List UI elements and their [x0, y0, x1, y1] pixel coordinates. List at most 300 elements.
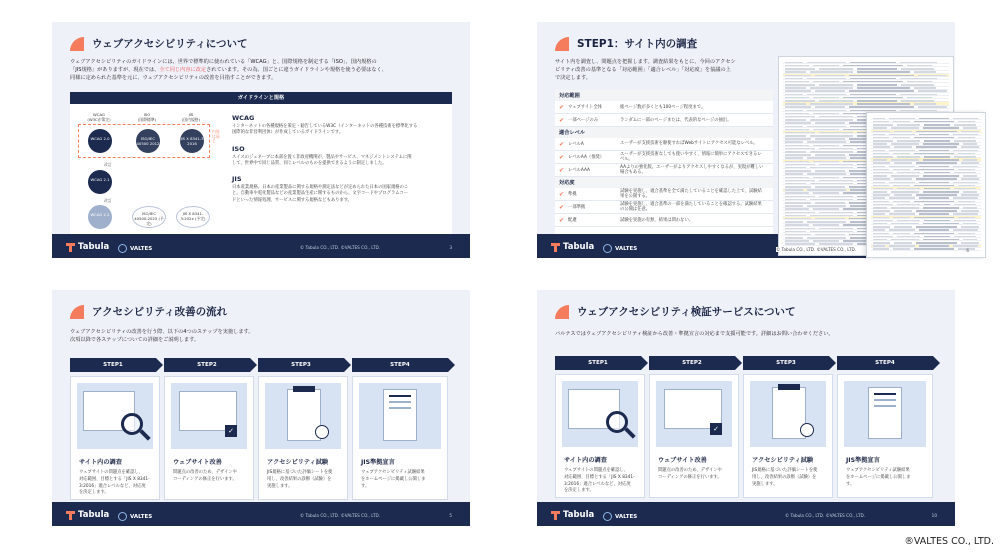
step-card [743, 374, 833, 498]
sheet-cell [810, 231, 853, 233]
group-header [555, 127, 773, 138]
title-text: ウェブアクセシビリティについて [92, 38, 248, 50]
desc-line: を決定します。 [564, 488, 594, 494]
sheet-cell [785, 97, 809, 99]
brand-name: Tabula [78, 242, 110, 252]
sheet-cell [953, 245, 977, 247]
sheet-cell [785, 170, 811, 172]
desc-line: 対応範囲、目標とする「JIS X 8341- [564, 474, 635, 480]
slide-improvement-flow [52, 290, 470, 526]
step-card [649, 374, 739, 498]
sheet-cell [807, 157, 846, 159]
sheet-cell [785, 110, 803, 112]
col-wcag: WCAG [93, 112, 105, 117]
sheet-cell [815, 170, 845, 172]
sheet-cell [963, 127, 978, 129]
desc-line: 実施します。 [752, 481, 778, 487]
sheet-cell [901, 100, 934, 102]
step3-header: STEP3 [743, 356, 829, 370]
sheet-cell [873, 201, 889, 203]
card-desc [173, 470, 237, 484]
intro-line: 次項以降で各ステップについての詳細をご説明します。 [70, 337, 200, 344]
desc-line: 問題点の改善のため、デザインや [173, 470, 237, 475]
sheet-cell [873, 191, 887, 193]
step4-header: STEP4 [837, 356, 933, 370]
quarter-circle-icon [70, 305, 84, 319]
row-desc: ユーザーが支援技術なしでも使いやすく、情報に簡単にアクセスできるレベル。 [620, 151, 762, 162]
page-number: 10 [931, 513, 937, 518]
sheet-cell [953, 213, 977, 215]
sheet-cell [873, 233, 889, 235]
sheet-cell [819, 180, 854, 182]
sheet-cell [873, 217, 889, 219]
sheet-cell [807, 205, 846, 207]
sheet-cell [914, 71, 936, 73]
sheet-cell [810, 199, 853, 201]
sheet-cell [813, 129, 839, 131]
sheet-cell [954, 172, 976, 174]
sheet-cell [914, 153, 954, 155]
sheet-cell [785, 196, 815, 198]
desc-line: をホームページに掲載し公開しま [846, 474, 911, 480]
sheet-cell [785, 157, 803, 159]
slide-title [70, 304, 227, 319]
desc-line: 国際的な非営利団体）が作成しているガイドラインです。 [232, 130, 344, 136]
group-header [555, 177, 773, 188]
sheet-cell [807, 78, 846, 80]
quarter-circle-icon [555, 37, 569, 51]
desc-line: 問題点の改善のため、デザインや [658, 468, 722, 473]
slide-footer [52, 502, 470, 526]
desc-line: インターネットの各種規格を策定・勧告しているW3C（インターネットの各種技術を標準化する [232, 124, 418, 129]
sheet-cell [914, 248, 954, 250]
node-label: ISO/IEC 40500 2012 [136, 136, 160, 146]
sheet-cell [785, 224, 809, 226]
sheet-cell [897, 188, 920, 190]
row-label: 準拠 [568, 192, 577, 197]
sheet-cell [873, 239, 887, 241]
sheet-cell [873, 153, 889, 155]
box-title: ガイドラインと規格 [70, 92, 452, 104]
sheet-cell [894, 210, 913, 212]
sheet-cell [873, 236, 893, 238]
sheet-cell [953, 134, 977, 136]
sheet-cell [819, 84, 854, 86]
sheet-cell [810, 135, 853, 137]
sheet-cell [785, 87, 806, 89]
sheet-cell [923, 143, 958, 145]
row-label: レベルAA（推奨） [568, 155, 605, 160]
sheet-cell [785, 68, 815, 70]
sheet-cell [873, 156, 893, 158]
sheet-cell [914, 121, 954, 123]
tabula-logo [551, 510, 594, 520]
sheet-cell [891, 191, 920, 193]
col-wcag-sub: (W3Cが策定) [87, 117, 111, 122]
sheet-cell [916, 178, 957, 180]
brand-name: VALTES [615, 513, 638, 520]
sheet-cell [810, 183, 853, 185]
step2-header: STEP2 [649, 356, 735, 370]
sheet-cell [813, 192, 839, 194]
sheet-cell [785, 103, 806, 105]
sheet-cell [889, 150, 915, 152]
sheet-cell [963, 239, 978, 241]
wcag22-node [88, 205, 112, 229]
sheet-cell [924, 124, 950, 126]
sheet-cell [900, 62, 937, 64]
card-title: ウェブサイト改善 [658, 457, 707, 464]
sheet-cell [785, 240, 809, 242]
sheet-cell [891, 239, 920, 241]
valtes-logo [603, 244, 637, 253]
sheet-cell [815, 106, 845, 108]
tabula-mark-icon [551, 243, 560, 252]
sheet-cell [918, 90, 947, 92]
step-card [70, 376, 160, 500]
sheet-cell [813, 113, 839, 115]
slide-footer [537, 502, 955, 526]
sheet-cell [893, 121, 910, 123]
sheet-cell [924, 172, 950, 174]
sheet-cell [916, 146, 957, 148]
sheet-cell [785, 135, 806, 137]
iso-heading: ISO [232, 144, 245, 153]
sheet-cell [893, 248, 910, 250]
sheet-cell [923, 175, 958, 177]
step-card [837, 374, 933, 498]
sheet-cell [894, 226, 913, 228]
sheet-cell [953, 197, 977, 199]
sheet-cell [873, 169, 889, 171]
sheet-cell [891, 159, 920, 161]
sheet-cell [813, 161, 839, 163]
sheet-cell [873, 140, 893, 142]
side-label: 内容は同じ [212, 129, 220, 144]
sheet-cell [893, 217, 910, 219]
sheet-cell [924, 204, 950, 206]
node-label: WCAG 2.1 [90, 177, 110, 182]
sheet-cell [961, 194, 979, 196]
tabula-logo [551, 242, 594, 252]
sheet-cell [873, 229, 885, 231]
sheet-cell [916, 194, 957, 196]
sheet-cell [785, 71, 806, 73]
sheet-cell [889, 213, 915, 215]
criteria-table [555, 90, 773, 236]
check-icon: ✔ [559, 116, 565, 124]
sheet-cell [924, 236, 950, 238]
sheet-cell [963, 207, 978, 209]
sheet-cell [891, 223, 920, 225]
sheet-cell [873, 194, 890, 196]
sheet-cell [923, 207, 958, 209]
desc-line: ウェブアクセシビリティ試験結果 [846, 468, 910, 473]
wcag21-node [88, 170, 112, 194]
desc-line: 対応範囲、目標とする「JIS X 8341- [79, 476, 150, 482]
slide-footer [52, 234, 470, 258]
sheet-cell [963, 223, 978, 225]
sheet-cell [953, 229, 977, 231]
slide-title [555, 304, 796, 319]
sheet-cell [813, 65, 839, 67]
card-title: JIS準拠宣言 [846, 457, 880, 464]
desc-line: と。自動車や電化製品などの産業製品生産に関するものから、文字コードやプログラムコー [232, 191, 409, 197]
sheet-cell [785, 215, 806, 217]
sheet-cell [873, 220, 893, 222]
sheet-cell [873, 162, 890, 164]
sheet-cell [785, 186, 811, 188]
intro-paragraph [555, 58, 736, 83]
sheet-cell [785, 243, 815, 245]
sheet-cell [857, 87, 910, 89]
node-label: ISO/IEC 40500:2025 (予定) [134, 211, 164, 226]
step4-header: STEP4 [352, 358, 448, 372]
row-label: 一部準拠 [568, 205, 586, 210]
row-desc: 試験を実施し、適合基準の一部を満たしていることを確認する。試験結果の公開は任意。 [620, 201, 762, 212]
sheet-cell [815, 154, 845, 156]
sheet-cell [963, 159, 978, 161]
brand-name: Tabula [563, 510, 595, 520]
sheet-cell [873, 143, 887, 145]
sheet-cell [914, 87, 936, 89]
sheet-cell [894, 194, 913, 196]
quarter-circle-icon [70, 37, 84, 51]
check-icon: ✔ [559, 203, 565, 211]
sheet-cell [961, 131, 979, 133]
footer-copyright: © Tabula CO., LTD. ©VALTES CO., LTD. [300, 245, 381, 250]
sheet-cell [819, 116, 854, 118]
sheet-cell [873, 242, 890, 244]
step1-header: STEP1 [70, 358, 156, 372]
sheet-cell [813, 81, 839, 83]
sheet-cell [807, 126, 846, 128]
sheet-cell [807, 94, 846, 96]
sheet-cell [958, 137, 975, 139]
sheet-cell [961, 226, 979, 228]
sheet-cell [785, 138, 811, 140]
sheet-cell [953, 166, 977, 168]
title-text: ウェブアクセシビリティ検証サービスについて [577, 306, 796, 318]
website-illustration: ✓ [171, 383, 247, 449]
sheet-cell [916, 162, 957, 164]
sheet-cell [850, 78, 896, 80]
sheet-cell [873, 197, 885, 199]
sheet-cell [961, 146, 979, 148]
sheet-cell [807, 173, 846, 175]
sheet-cell [954, 220, 976, 222]
sheet-cell [900, 78, 937, 80]
sheet-cell [914, 201, 954, 203]
sheet-cell [810, 167, 853, 169]
sheet-cell [857, 103, 910, 105]
sheet-cell [954, 156, 976, 158]
sheet-cell [914, 103, 936, 105]
page-copyright: ®VALTES CO., LTD. [904, 536, 994, 547]
sheet-cell [907, 97, 933, 99]
sheet-cell [897, 124, 920, 126]
row-desc: AAよりの強化版。ユーザーがよりアクセスしやすくなるが、実現が難しい場合もある。 [620, 164, 764, 175]
step3-header: STEP3 [258, 358, 344, 372]
sheet-cell [785, 90, 811, 92]
sheet-cell [819, 164, 854, 166]
sheet-cell [873, 166, 885, 168]
slide-verification-service [537, 290, 955, 526]
sheet-cell [819, 243, 854, 245]
sheet-cell [815, 202, 845, 204]
sheet-cell [785, 177, 809, 179]
tabula-logo [66, 242, 109, 252]
checklist-illustration [750, 381, 826, 447]
title-text: STEP1：サイト内の調査 [577, 38, 698, 50]
check-icon: ✔ [559, 153, 565, 161]
certificate-illustration [844, 381, 926, 447]
sheet-cell [785, 167, 806, 169]
sheet-cell [785, 78, 803, 80]
intro-paragraph [555, 330, 834, 338]
row-label: ウェブサイト全体 [568, 105, 602, 110]
sheet-cell [897, 140, 920, 142]
card-title: サイト内の調査 [564, 457, 607, 464]
sheet-cell [893, 153, 910, 155]
sheet-cell [889, 166, 915, 168]
sheet-cell [810, 119, 853, 121]
page-number: 5 [449, 513, 452, 518]
table-row [555, 214, 773, 227]
check-icon: ✔ [559, 140, 565, 148]
sheet-cell [961, 210, 979, 212]
card-title: アクセシビリティ試験 [752, 457, 814, 464]
intro-line: ウェブアクセシビリティのガイドラインには、世界で標準的に使われている「WCAG」と、国際規格を制定する「ISO」、国内規格の [70, 59, 377, 65]
intro-line: ウェブアクセシビリティの改善を行う際、以下の4つのステップを実施します。 [70, 329, 254, 335]
row-desc: 総ページ数が多くとも100ページ程度まで。 [620, 105, 706, 110]
desc-line: ウェブサイトの問題点を確認し、 [79, 470, 143, 475]
sheet-cell [958, 201, 975, 203]
desc-line: 用し、改善結果の診断（試験）を [752, 474, 817, 480]
sheet-cell [873, 124, 893, 126]
sheet-cell [963, 175, 978, 177]
sheet-cell [785, 228, 815, 230]
checklist-illustration [265, 383, 341, 449]
sheet-cell [785, 199, 806, 201]
sheet-cell [785, 212, 815, 214]
iso-node [136, 129, 160, 153]
card-title: JIS準拠宣言 [361, 459, 395, 466]
sheet-cell [919, 118, 950, 120]
iso-future-node [132, 206, 166, 228]
sheet-cell [819, 132, 854, 134]
sheet-cell [857, 71, 910, 73]
standards-descriptions [232, 114, 448, 204]
card-desc [267, 470, 332, 490]
sheet-cell [900, 110, 937, 112]
desc-line: をホームページに掲載し公開しま [361, 476, 426, 482]
node-label: JIS X 8341-3 2016 [180, 136, 204, 146]
sheet-cell [919, 229, 950, 231]
sheet-cell [894, 146, 913, 148]
sheet-cell [954, 204, 976, 206]
desc-line: を決定します。 [79, 490, 109, 496]
magnifier-illustration [562, 381, 638, 447]
sheet-cell [953, 182, 977, 184]
sheet-cell [873, 245, 885, 247]
sheet-cell [873, 223, 887, 225]
card-desc [79, 470, 150, 497]
sheet-cell [919, 245, 950, 247]
sheet-cell [958, 185, 975, 187]
desc-line: ウェブアクセシビリティ試験結果 [361, 470, 425, 475]
row-label: 配慮 [568, 218, 577, 223]
sheet-cell [954, 236, 976, 238]
sheet-cell [958, 217, 975, 219]
desc-line: 実施します。 [267, 483, 293, 489]
sheet-cell [889, 229, 915, 231]
sheet-cell [813, 145, 839, 147]
row-desc: 試験を実施の有無、結果は問わない。 [620, 218, 694, 223]
card-title: ウェブサイト改善 [173, 459, 222, 466]
sheet-cell [893, 185, 910, 187]
standards-diagram [76, 110, 226, 230]
revision-label: 改訂 [104, 162, 112, 167]
sheet-cell [873, 159, 887, 161]
page-number: 3 [449, 245, 452, 250]
sheet-cell [963, 191, 978, 193]
sheet-cell [916, 226, 957, 228]
sheet-cell [954, 188, 976, 190]
sheet-cell [891, 143, 920, 145]
brand-name: VALTES [615, 245, 638, 252]
sheet-cell [819, 68, 854, 70]
sheet-cell [810, 151, 853, 153]
sheet-cell [807, 221, 846, 223]
certificate-illustration [359, 383, 441, 449]
sheet-cell [894, 242, 913, 244]
sheet-cell [785, 151, 806, 153]
sheet-cell [923, 223, 958, 225]
guideline-box [70, 92, 452, 236]
sheet-cell [815, 75, 845, 77]
sheet-cell [916, 242, 957, 244]
sheet-cell [813, 224, 839, 226]
card-desc [846, 468, 910, 488]
col-jis-sub: (国内規格) [181, 117, 201, 122]
desc-line: して、世界中で同じ品質、同じレベルのものを提供できるように制定しました。 [232, 160, 387, 166]
sheet-cell [807, 189, 846, 191]
table-row [555, 138, 773, 151]
sheet-cell [914, 233, 954, 235]
sheet-cell [873, 226, 890, 228]
check-icon: ✔ [559, 103, 565, 111]
sheet-cell [873, 146, 890, 148]
sheet-cell [785, 180, 815, 182]
sheet-cell [923, 191, 958, 193]
sheet-cell [819, 148, 854, 150]
sheet-cell [849, 106, 914, 108]
sheet-cell [873, 213, 885, 215]
sheet-cell [785, 237, 803, 239]
group-header [555, 90, 773, 101]
sheet-cell [924, 140, 950, 142]
wcag-heading: WCAG [232, 114, 255, 122]
sheet-cell [873, 185, 889, 187]
sheet-cell [897, 204, 920, 206]
sheet-cell [914, 217, 954, 219]
sheet-cell [810, 103, 853, 105]
sheet-cell [785, 81, 809, 83]
sheet-cell [850, 110, 896, 112]
sheet-cell [807, 237, 846, 239]
check-icon: ✔ [559, 216, 565, 224]
